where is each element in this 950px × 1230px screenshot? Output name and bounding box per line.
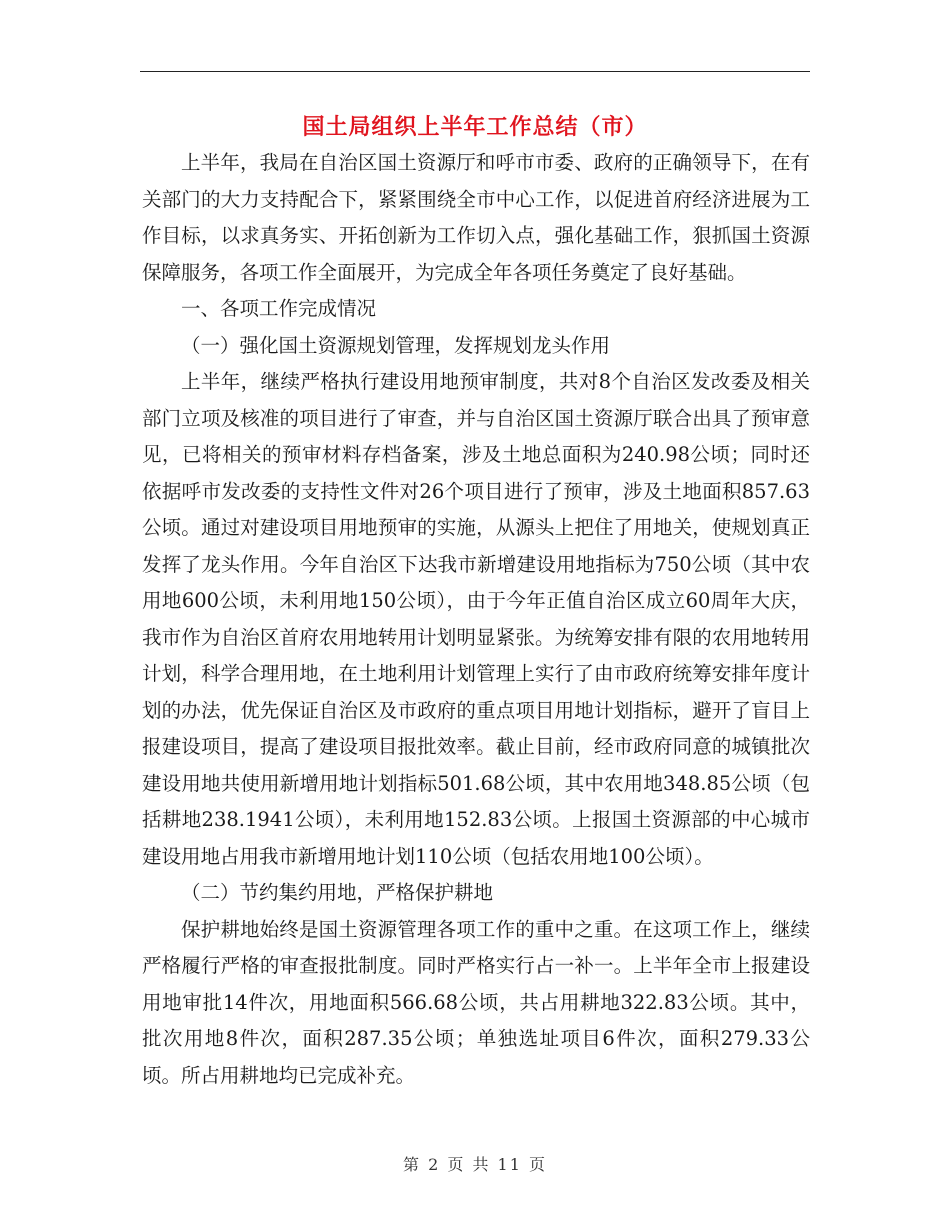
paragraph-farmland: 保护耕地始终是国土资源管理各项工作的重中之重。在这项工作上，继续严格履行严格的审查报批制度。同时严格实行占一补一。上半年全市上报建设用地审批14件次，用地面积566.68公顷，共占用耕地322.83公顷。其中，批次用地8件次，面积287.35公顷；单独选址项目6件次，面积279.33公顷。所占用耕地均已完成补充。 xyxy=(142,917,810,1087)
document-title: 国土局组织上半年工作总结（市） xyxy=(302,114,648,140)
paragraph-intro: 上半年，我局在自治区国土资源厅和呼市市委、政府的正确领导下，在有关部门的大力支持配合下，紧紧围绕全市中心工作，以促进首府经济进展为工作目标，以求真务实、开拓创新为工作切入点，强化基础工作，狠抓国土资源保障服务，各项工作全面展开，为完成全年各项任务奠定了良好基础。 xyxy=(142,151,810,284)
subsection-heading-2: （二）节约集约用地，严格保护耕地 xyxy=(181,881,494,904)
document-body xyxy=(142,145,810,1094)
section-heading-1: 一、各项工作完成情况 xyxy=(181,297,377,320)
page-number: 第 2 页 共 11 页 xyxy=(403,1155,547,1174)
paragraph-planning: 上半年，继续严格执行建设用地预审制度，共对8个自治区发改委及相关部门立项及核准的项目进行了审查，并与自治区国土资源厅联合出具了预审意见，已将相关的预审材料存档备案，涉及土地总面积为240.98公顷；同时还依据呼市发改委的支持性文件对26个项目进行了预审，涉及土地面积857.63公顷。通过对建设项目用地预审的实施，从源头上把住了用地关，使规划真正发挥了龙头作用。今年自治区下达我市新增建设用地指标为750公顷（其中农用地600公顷，未利用地150公顷），由于今年正值自治区成立60周年大庆，我市作为自治区首府农用地转用计划明显紧张。为统筹安排有限的农用地转用计划，科学合理用地，在土地利用计划管理上实行了由市政府统筹安排年度计划的办法，优先保证自治区及市政府的重点项目用地计划指标，避开了盲目上报建设项目，提高了建设项目报批效率。截止目前，经市政府同意的城镇批次建设用地共使用新增用地计划指标501.68公顷，其中农用地348.85公顷（包括耕地238.1941公顷），未利用地152.83公顷。上报国土资源部的中心城市建设用地占用我市新增用地计划110公顷（包括农用地100公顷）。 xyxy=(142,370,810,868)
subsection-heading-1: （一）强化国土资源规划管理，发挥规划龙头作用 xyxy=(181,333,611,357)
header-rule xyxy=(140,71,810,72)
